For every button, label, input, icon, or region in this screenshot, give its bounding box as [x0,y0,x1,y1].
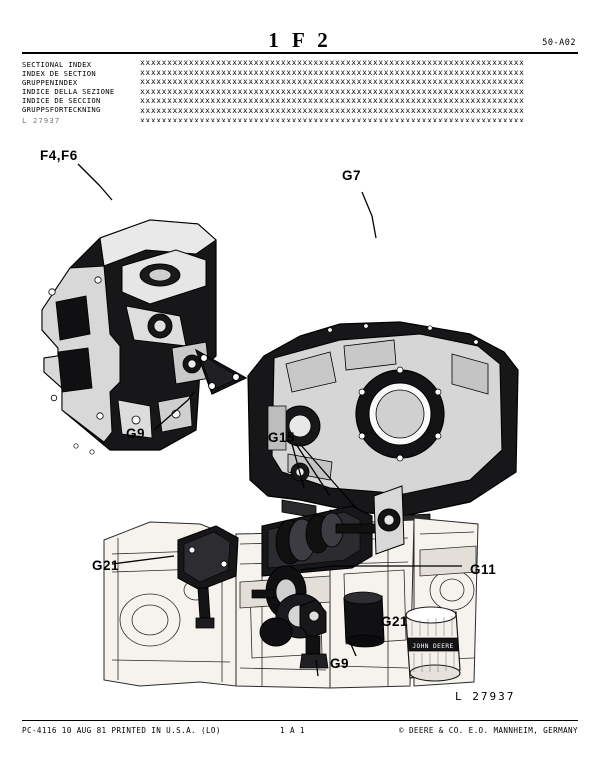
hatch-row: xxxxxxxxxxxxxxxxxxxxxxxxxxxxxxxxxxxxxxxxxxxxxxxxxxxxxxxxxxxxxxxxxxxxxxx [140,105,525,115]
index-label-de: GRUPPENINDEX [22,78,78,87]
drawing-reference: L 27937 [455,690,516,703]
index-label-it: INDICE DELLA SEZIONE [22,87,115,96]
hatch-row: xxxxxxxxxxxxxxxxxxxxxxxxxxxxxxxxxxxxxxxxxxxxxxxxxxxxxxxxxxxxxxxxxxxxxxx [140,77,525,87]
sectional-index-block [22,60,140,125]
index-hatch-field [140,58,578,122]
index-label-en: SECTIONAL INDEX [22,60,92,69]
hatch-row: xxxxxxxxxxxxxxxxxxxxxxxxxxxxxxxxxxxxxxxxxxxxxxxxxxxxxxxxxxxxxxxxxxxxxxx [140,58,525,67]
callout-g21-left: G21 [92,558,120,573]
hatch-row: xxxxxxxxxxxxxxxxxxxxxxxxxxxxxxxxxxxxxxxxxxxxxxxxxxxxxxxxxxxxxxxxxxxxxxx [140,115,525,122]
footer-copyright: © DEERE & CO. E.O. MANNHEIM, GERMANY [399,726,578,735]
callout-g21-right: G21 [381,614,409,629]
index-label-sv: GRUPPSFORTECKNING [22,105,101,114]
callout-g7: G7 [342,168,362,183]
document-code: 50-A02 [542,38,576,48]
callout-g11: G11 [470,562,497,577]
leader-g7 [362,192,376,238]
oil-filter-g21-right [344,592,384,647]
filter-brand-text: JOHN DEERE [412,643,454,650]
exploded-view-illustration [0,120,600,710]
page-footer [22,726,578,740]
callout-g9-top: G9 [126,426,146,441]
header-divider [22,52,578,54]
hatch-row: xxxxxxxxxxxxxxxxxxxxxxxxxxxxxxxxxxxxxxxxxxxxxxxxxxxxxxxxxxxxxxxxxxxxxxx [140,67,525,77]
leader-f4f6 [78,164,100,186]
index-label-es: INDICE DE SECCION [22,96,101,105]
callout-g15: G15 [268,430,296,445]
footer-divider [22,720,578,721]
footer-left: PC-4116 10 AUG 81 PRINTED IN U.S.A. (LO) [22,726,221,735]
callout-g9-bottom: G9 [330,656,350,671]
page-title: 1 F 2 [268,28,332,52]
transmission-housing-left [42,220,216,454]
index-reference: L 27937 [22,116,61,125]
bracket-plate-g9 [196,350,246,394]
index-label-fr: INDEX DE SECTION [22,69,97,78]
callout-f4f6: F4,F6 [40,148,78,163]
footer-page-number: 1 A 1 [280,726,305,735]
hatch-row: xxxxxxxxxxxxxxxxxxxxxxxxxxxxxxxxxxxxxxxxxxxxxxxxxxxxxxxxxxxxxxxxxxxxxxx [140,96,525,106]
hatch-row: xxxxxxxxxxxxxxxxxxxxxxxxxxxxxxxxxxxxxxxxxxxxxxxxxxxxxxxxxxxxxxxxxxxxxxx [140,86,525,96]
filter-element [406,607,460,681]
